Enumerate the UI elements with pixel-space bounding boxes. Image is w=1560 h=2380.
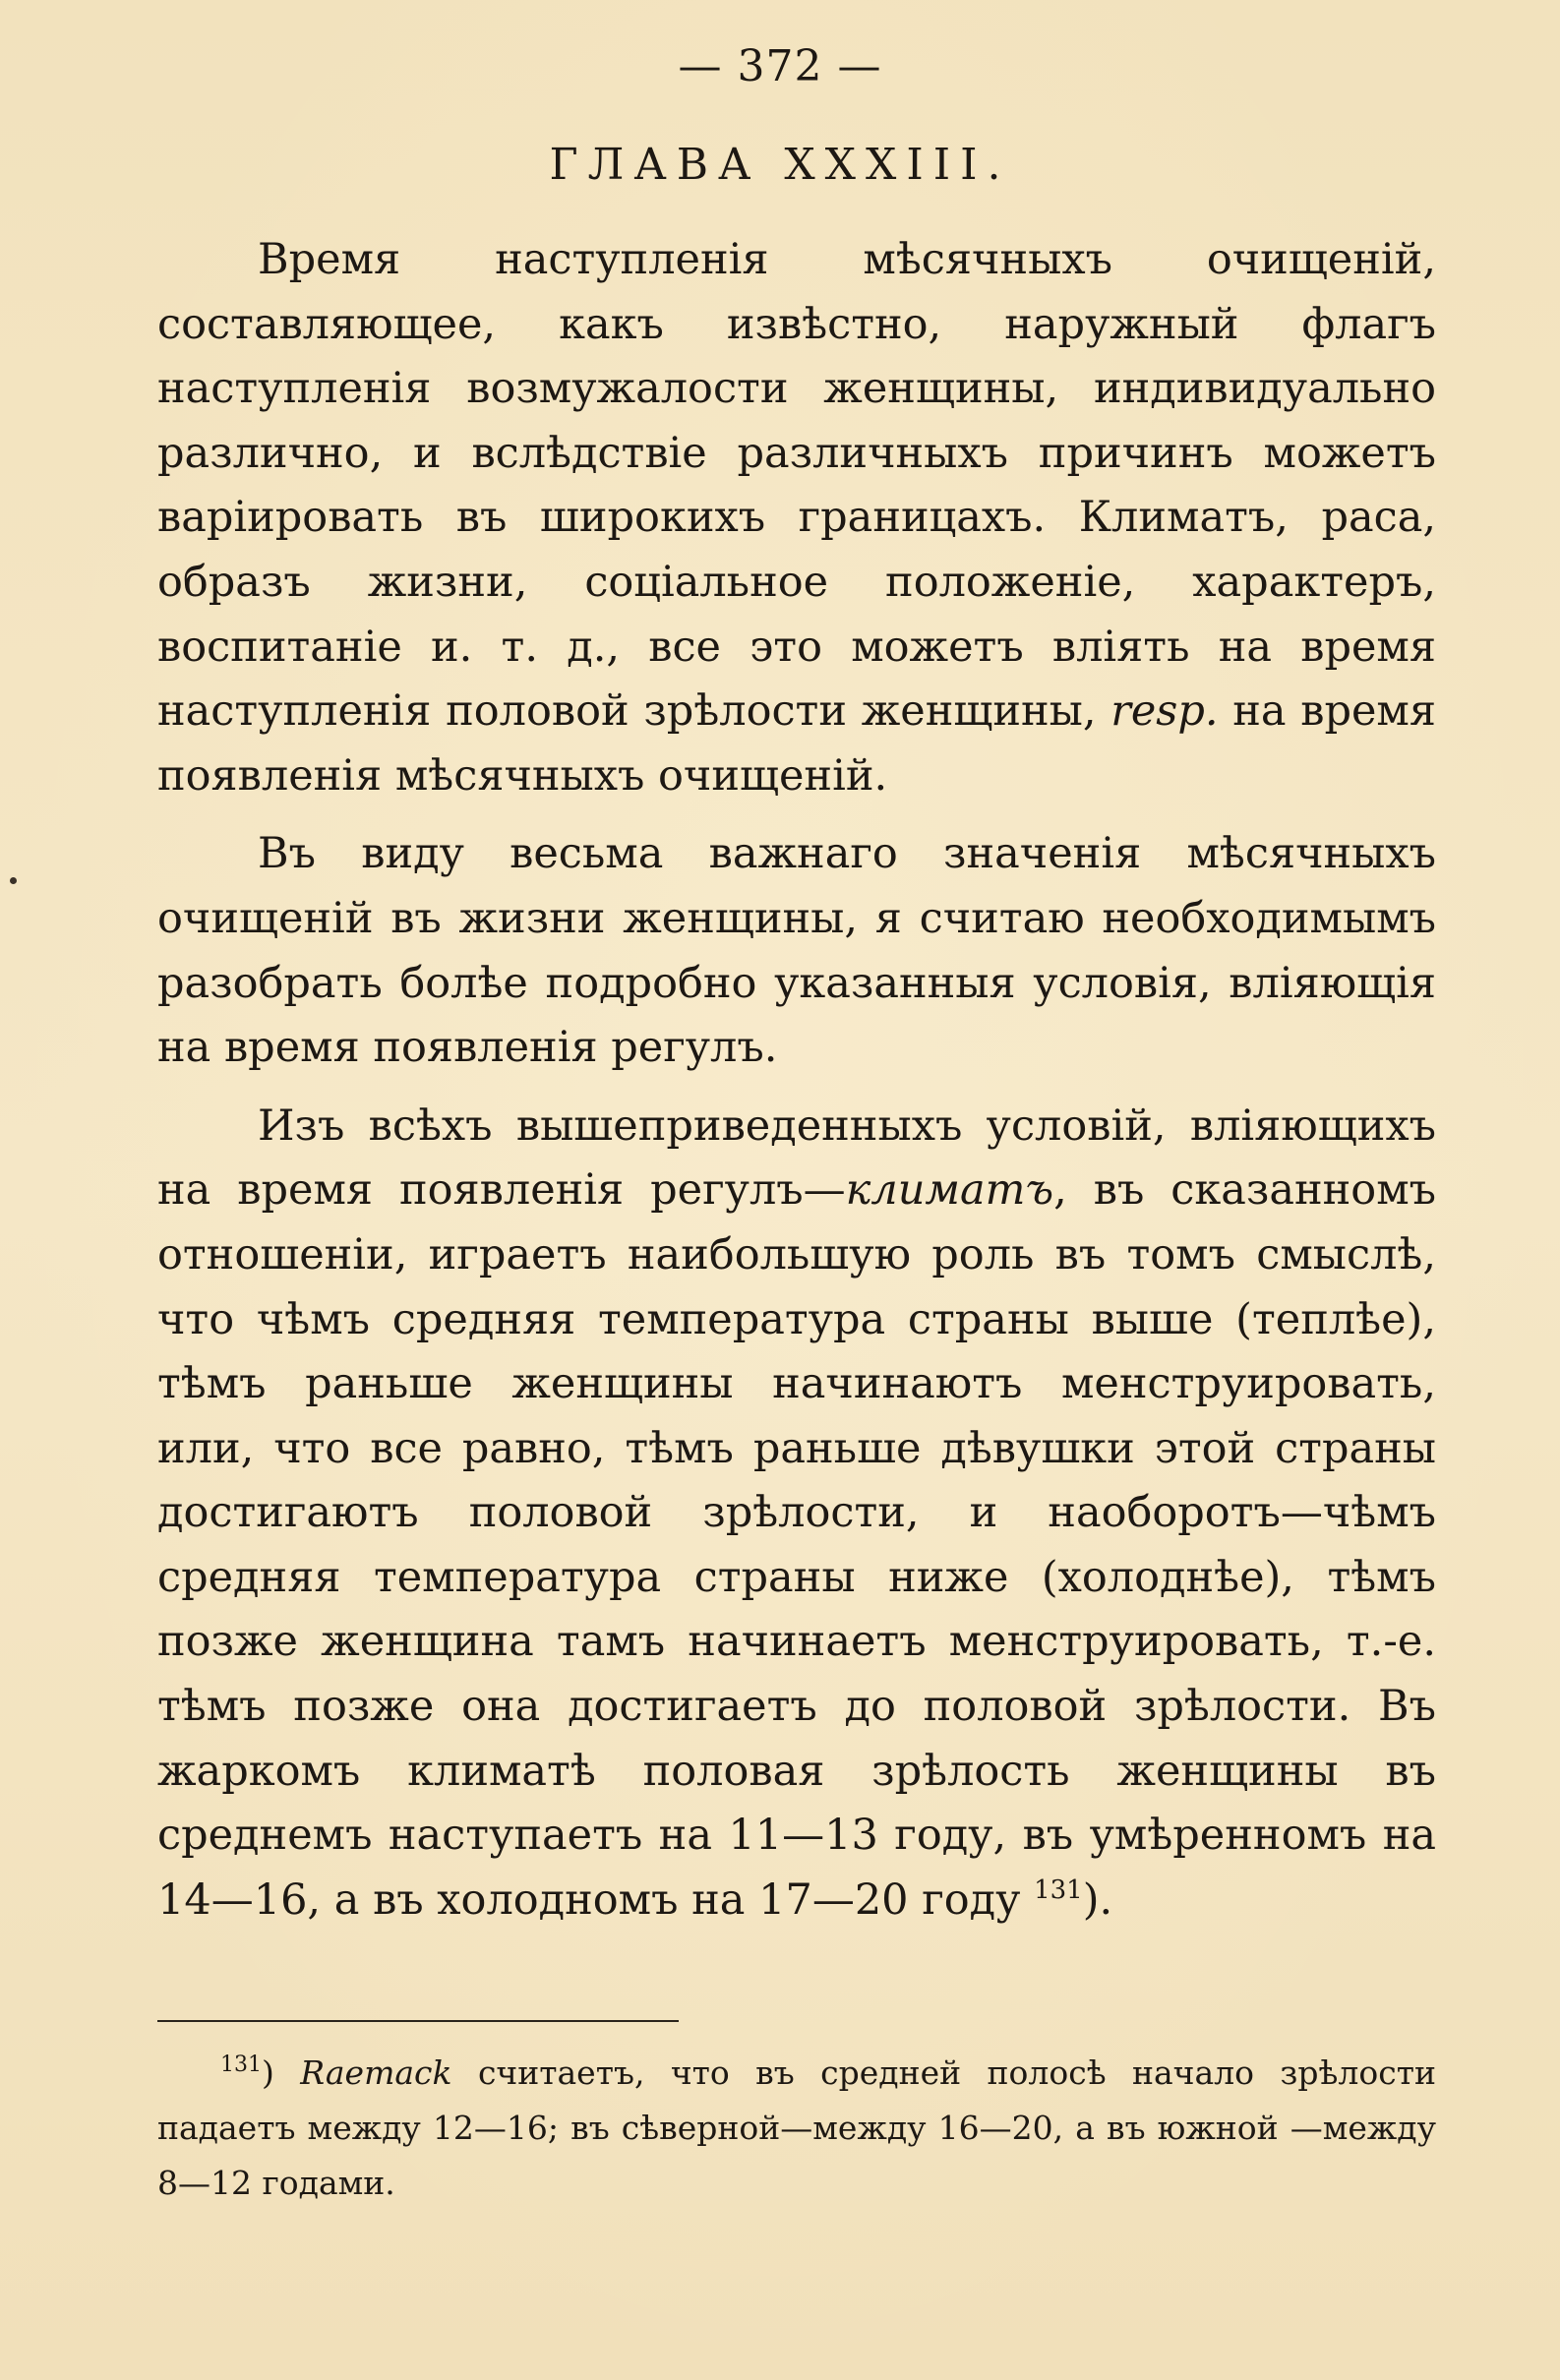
italic-text: климатъ xyxy=(845,1165,1054,1216)
text-run: Время наступленія мѣсячныхъ очищеній, составляющее, какъ извѣстно, наружный флагъ наступленія возмужалости женщины, индивидуально различно, и вслѣдствіе различныхъ причинъ можетъ варіировать въ широкихъ границахъ. Климатъ, раса, образъ жизни, соціальное положеніе, характеръ, воспитаніе и. т. д., все это можетъ влiять на время наступленія половой зрѣлости женщины, xyxy=(157,235,1436,737)
text-run: Изъ всѣхъ вышеприведенныхъ условій, вліяющихъ на время появленія регулъ— xyxy=(157,1101,1436,1216)
text-run: считаетъ, что въ средней полосѣ начало зрѣлости падаетъ между 12—16; въ сѣверной—между 16—20, а въ южной —между 8—12 годами. xyxy=(157,2053,1436,2202)
text-run: Въ виду весьма важнаго значенія мѣсячныхъ очищеній въ жизни женщины, я считаю необходимымъ разобрать болѣе подробно указанныя условія, вліяющія на время появленія регулъ. xyxy=(157,829,1436,1073)
footnote-paragraph xyxy=(157,2046,1436,2211)
chapter-title: ГЛАВА XXXIII. xyxy=(549,140,1011,190)
italic-text: resp. xyxy=(1110,686,1219,737)
body-paragraph xyxy=(157,1095,1436,1934)
page-number: — 372 — xyxy=(678,41,882,91)
body-paragraph xyxy=(157,822,1436,1080)
text-run: ). xyxy=(1082,1874,1113,1925)
footnote-ref: 131 xyxy=(220,2053,262,2077)
footnote-ref: 131 xyxy=(1034,1874,1083,1905)
footnote-rule xyxy=(157,2020,679,2022)
margin-mark xyxy=(10,877,17,884)
text-run: , въ сказанномъ отношеніи, играетъ наибольшую роль въ томъ смыслѣ, что чѣмъ средняя температура страны выше (теплѣе), тѣмъ раньше женщины начинаютъ менструировать, или, что все равно, тѣмъ раньше дѣвушки этой страны достигаютъ половой зрѣлости, и наоборотъ—чѣмъ средняя температура страны ниже (холоднѣе), тѣмъ позже женщина тамъ начинаетъ менструировать, т.-е. тѣмъ позже она достигаетъ до половой зрѣлости. Въ жаркомъ климатѣ половая зрѣлость женщины въ среднемъ наступаетъ на 11—13 году, въ умѣренномъ на 14—16, а въ холодномъ на 17—20 году xyxy=(157,1165,1436,1925)
body-paragraph xyxy=(157,228,1436,808)
text-run: ) xyxy=(262,2053,301,2092)
text-run: на время появленія мѣсячныхъ очищеній. xyxy=(157,686,1436,801)
body-text xyxy=(157,228,1436,1933)
footnotes xyxy=(157,2046,1436,2211)
italic-text: Raemack xyxy=(300,2053,452,2092)
